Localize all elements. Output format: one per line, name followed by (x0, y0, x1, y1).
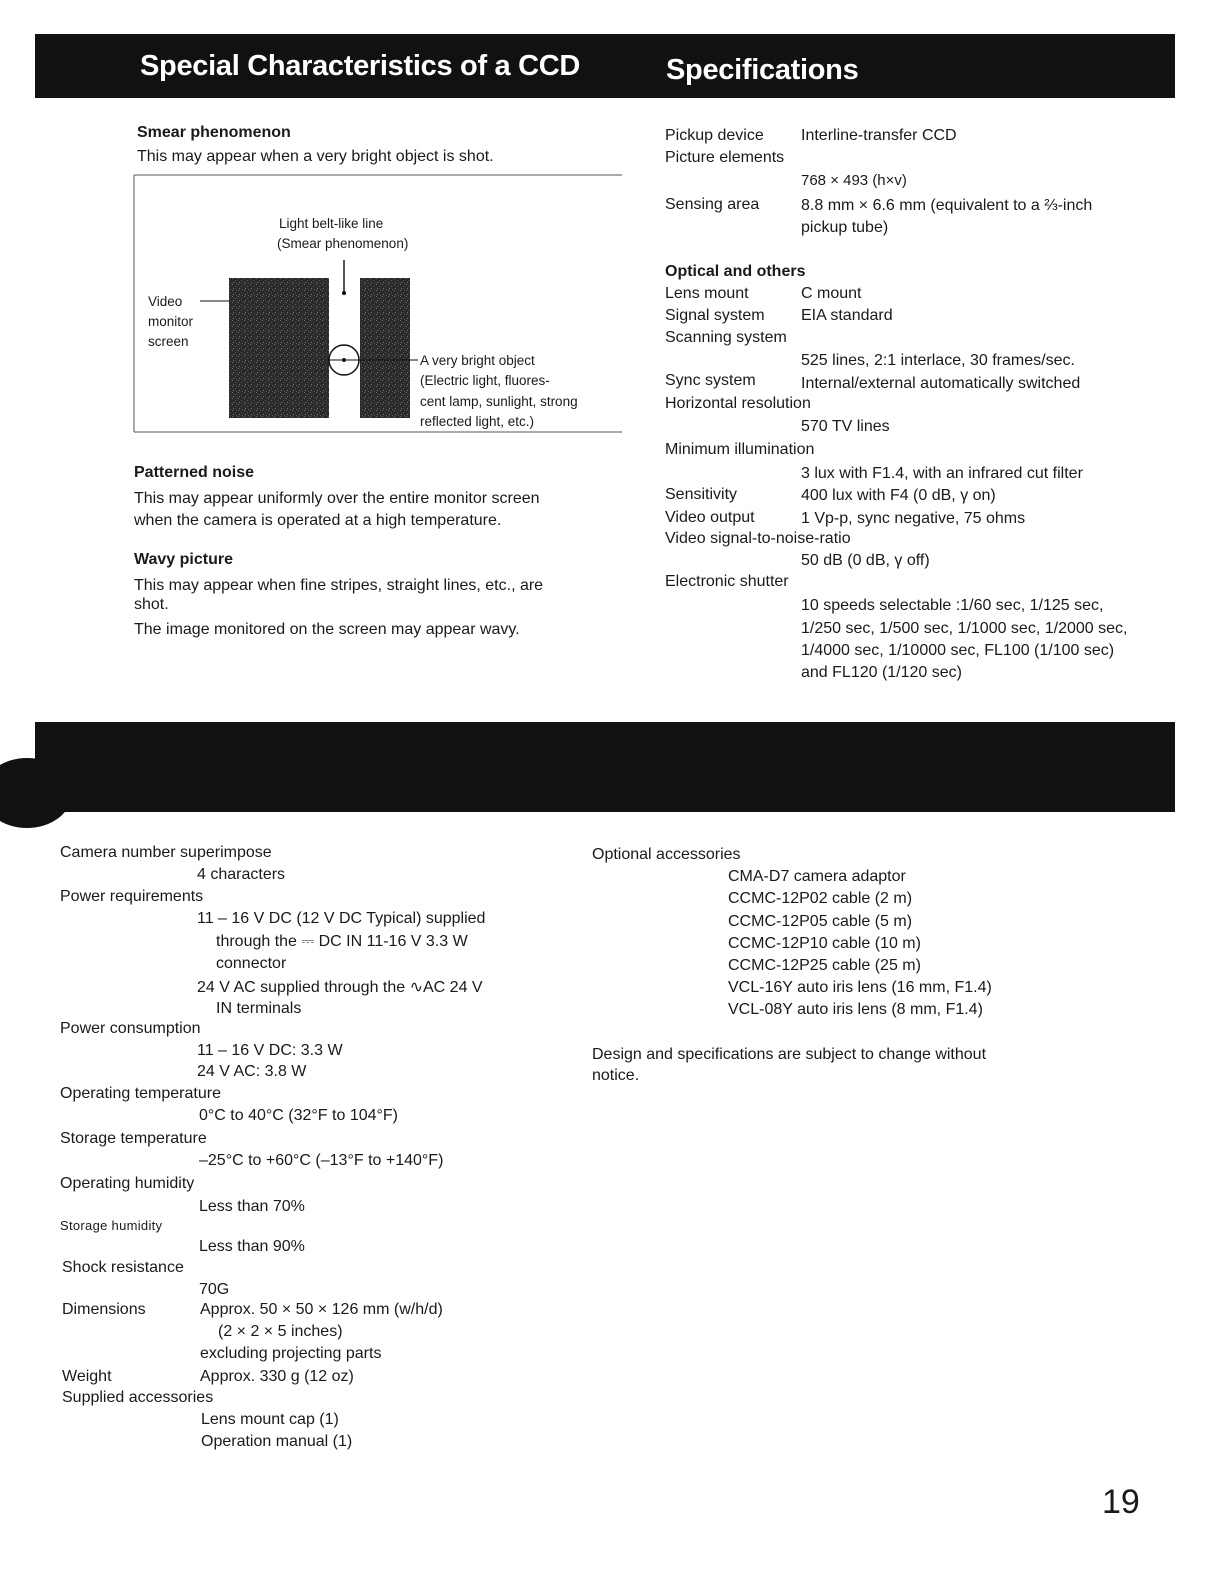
diagram-label-reflected: reflected light, etc.) (420, 414, 535, 429)
spec-st-temp-value: –25°C to +60°C (–13°F to +140°F) (199, 1152, 444, 1169)
optical-heading: Optical and others (665, 263, 806, 280)
diagram-label-electric-light: (Electric light, fluores- (420, 373, 550, 388)
spec-power-cons-label: Power consumption (60, 1020, 201, 1037)
spec-sync-system-label: Sync system (665, 372, 756, 389)
spec-shock-label: Shock resistance (62, 1259, 184, 1276)
spec-power-req-label: Power requirements (60, 888, 204, 905)
spec-scanning-system-label: Scanning system (665, 329, 787, 346)
spec-st-hum-value: Less than 90% (199, 1238, 305, 1255)
spec-dim-label: Dimensions (62, 1301, 146, 1318)
spec-optional-label: Optional accessories (592, 846, 741, 863)
spec-picture-elements-label: Picture elements (665, 149, 785, 166)
diagram-label-video: Video (148, 294, 183, 309)
spec-snr-value: 50 dB (0 dB, γ off) (801, 552, 930, 569)
spec-shutter-value-4: and FL120 (1/120 sec) (801, 664, 962, 681)
section-bar-middle (35, 722, 1175, 812)
spec-lens-mount-value: C mount (801, 285, 862, 302)
diagram-label-cent-lamp: cent lamp, sunlight, strong (420, 394, 578, 409)
spec-op-temp-label: Operating temperature (60, 1085, 221, 1102)
spec-pickup-device-value: Interline-transfer CCD (801, 127, 957, 144)
spec-st-hum-label: Storage humidity (60, 1218, 163, 1233)
monitor-screen-left (229, 278, 329, 418)
wavy-heading: Wavy picture (134, 551, 233, 568)
spec-supplied-label: Supplied accessories (62, 1389, 214, 1406)
spec-sensing-area-value-1: 8.8 mm × 6.6 mm (equivalent to a ⅔-inch (801, 197, 1093, 214)
section-title-special-characteristics: Special Characteristics of a CCD (140, 50, 581, 82)
spec-min-illumination-value: 3 lux with F1.4, with an infrared cut filter (801, 465, 1083, 482)
spec-op-hum-value: Less than 70% (199, 1198, 305, 1215)
spec-signal-system-value: EIA standard (801, 307, 893, 324)
spec-sensing-area-label: Sensing area (665, 196, 760, 213)
spec-optional-3: CCMC-12P05 cable (5 m) (728, 913, 913, 930)
spec-snr-label: Video signal-to-noise-ratio (665, 530, 851, 547)
diagram-label-screen: screen (148, 334, 189, 349)
notice-line-1: Design and specifications are subject to change without (592, 1046, 987, 1063)
spec-optional-4: CCMC-12P10 cable (10 m) (728, 935, 921, 952)
spec-shutter-value-1: 10 speeds selectable :1/60 sec, 1/125 sec, (801, 597, 1104, 614)
spec-signal-system-label: Signal system (665, 307, 765, 324)
wavy-line-2: shot. (134, 596, 169, 613)
spec-shutter-label: Electronic shutter (665, 573, 789, 590)
spec-superimpose-value: 4 characters (197, 866, 286, 883)
spec-sensitivity-value: 400 lux with F4 (0 dB, γ on) (801, 487, 996, 504)
spec-power-req-1: 11 – 16 V DC (12 V DC Typical) supplied (197, 910, 486, 927)
diagram-label-light-belt: Light belt-like line (279, 216, 384, 231)
spec-power-req-2: through the ⎓ DC IN 11-16 V 3.3 W (216, 933, 468, 950)
spec-sensitivity-label: Sensitivity (665, 486, 738, 503)
page-number: 19 (1102, 1483, 1140, 1521)
spec-dim-value-2: (2 × 2 × 5 inches) (218, 1323, 343, 1340)
spec-optional-6: VCL-16Y auto iris lens (16 mm, F1.4) (728, 979, 992, 996)
smear-heading: Smear phenomenon (137, 124, 291, 141)
spec-optional-7: VCL-08Y auto iris lens (8 mm, F1.4) (728, 1001, 983, 1018)
spec-weight-value: Approx. 330 g (12 oz) (200, 1368, 354, 1385)
spec-horizontal-resolution-value: 570 TV lines (801, 418, 890, 435)
patterned-line-1: This may appear uniformly over the entire monitor screen (134, 490, 540, 507)
spec-picture-elements-value: 768 × 493 (h×v) (801, 172, 907, 189)
patterned-line-2: when the camera is operated at a high temperature. (134, 512, 502, 529)
spec-shutter-value-3: 1/4000 sec, 1/10000 sec, FL100 (1/100 sec) (801, 642, 1115, 659)
smear-text: This may appear when a very bright object is shot. (137, 148, 494, 165)
spec-scanning-system-value: 525 lines, 2:1 interlace, 30 frames/sec. (801, 352, 1075, 369)
spec-shock-value: 70G (199, 1281, 230, 1298)
section-title-specifications: Specifications (666, 54, 859, 86)
spec-weight-label: Weight (62, 1368, 112, 1385)
spec-power-req-3: connector (216, 955, 287, 972)
wavy-line-1: This may appear when fine stripes, straight lines, etc., are (134, 577, 544, 594)
spec-horizontal-resolution-label: Horizontal resolution (665, 395, 811, 412)
spec-supplied-2: Operation manual (1) (201, 1433, 353, 1450)
spec-power-cons-2: 24 V AC: 3.8 W (197, 1063, 307, 1080)
spec-optional-5: CCMC-12P25 cable (25 m) (728, 957, 921, 974)
spec-power-req-4: 24 V AC supplied through the ∿AC 24 V (197, 979, 483, 996)
spec-optional-1: CMA-D7 camera adaptor (728, 868, 906, 885)
spec-dim-value-3: excluding projecting parts (200, 1345, 382, 1362)
spec-op-temp-value: 0°C to 40°C (32°F to 104°F) (199, 1107, 399, 1124)
spec-shutter-value-2: 1/250 sec, 1/500 sec, 1/1000 sec, 1/2000 sec, (801, 620, 1128, 637)
diagram-label-monitor: monitor (148, 314, 194, 329)
spec-video-output-value: 1 Vp-p, sync negative, 75 ohms (801, 510, 1026, 527)
spec-superimpose-label: Camera number superimpose (60, 844, 272, 861)
spec-sensing-area-value-2: pickup tube) (801, 219, 889, 236)
spec-pickup-device-label: Pickup device (665, 127, 764, 144)
spec-sync-system-value: Internal/external automatically switched (801, 375, 1081, 392)
wavy-line-3: The image monitored on the screen may appear wavy. (134, 621, 520, 638)
spec-st-temp-label: Storage temperature (60, 1130, 207, 1147)
diagram-label-bright-object: A very bright object (420, 353, 535, 368)
spec-power-cons-1: 11 – 16 V DC: 3.3 W (197, 1042, 343, 1059)
spec-power-req-5: IN terminals (216, 1000, 302, 1017)
diagram-label-smear: (Smear phenomenon) (277, 236, 409, 251)
spec-lens-mount-label: Lens mount (665, 285, 749, 302)
patterned-heading: Patterned noise (134, 464, 255, 481)
spec-dim-value-1: Approx. 50 × 50 × 126 mm (w/h/d) (200, 1301, 443, 1318)
spec-supplied-1: Lens mount cap (1) (201, 1411, 339, 1428)
spec-optional-2: CCMC-12P02 cable (2 m) (728, 890, 913, 907)
spec-video-output-label: Video output (665, 509, 755, 526)
spec-min-illumination-label: Minimum illumination (665, 441, 815, 458)
monitor-screen-right (360, 278, 410, 418)
notice-line-2: notice. (592, 1067, 640, 1084)
spec-op-hum-label: Operating humidity (60, 1175, 195, 1192)
